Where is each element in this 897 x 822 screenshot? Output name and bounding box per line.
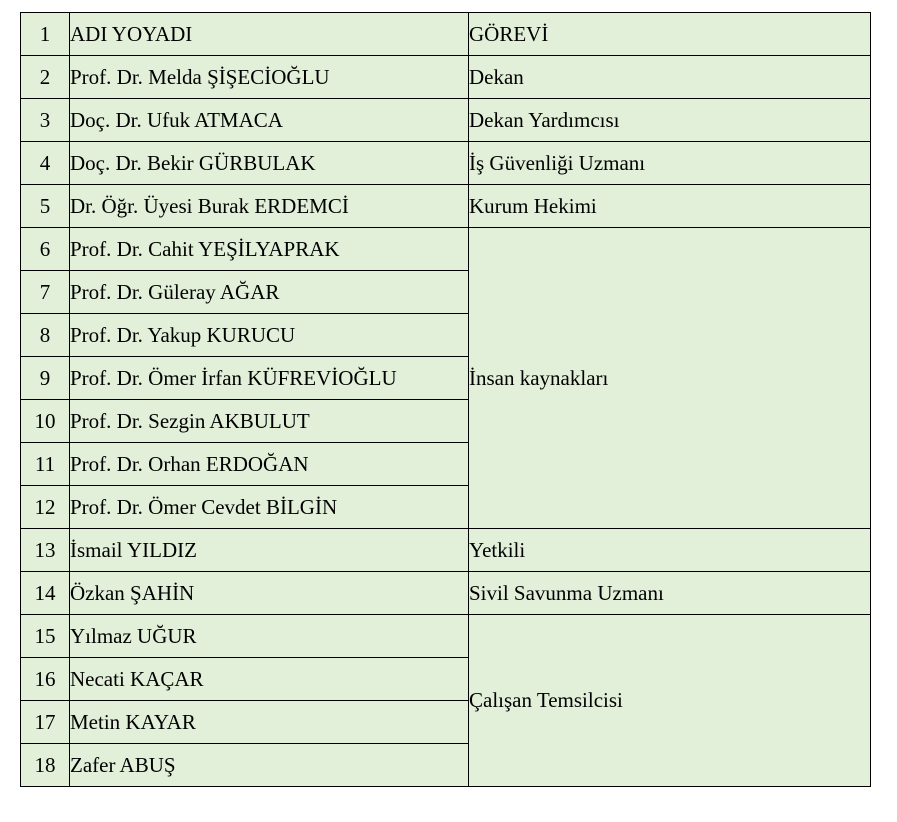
duty-cell: Sivil Savunma Uzmanı xyxy=(469,572,871,615)
row-number: 5 xyxy=(21,185,70,228)
duty-cell-merged: Çalışan Temsilcisi xyxy=(469,615,871,787)
table-row xyxy=(21,529,871,572)
row-number: 10 xyxy=(21,400,70,443)
person-name: Prof. Dr. Sezgin AKBULUT xyxy=(70,400,469,443)
duty-cell: İş Güvenliği Uzmanı xyxy=(469,142,871,185)
row-number: 11 xyxy=(21,443,70,486)
row-number: 3 xyxy=(21,99,70,142)
table-header-row xyxy=(21,13,871,56)
table-row xyxy=(21,142,871,185)
person-name: Özkan ŞAHİN xyxy=(70,572,469,615)
table-row xyxy=(21,99,871,142)
table-row xyxy=(21,572,871,615)
duty-cell: Dekan xyxy=(469,56,871,99)
person-name: Metin KAYAR xyxy=(70,701,469,744)
person-name: Dr. Öğr. Üyesi Burak ERDEMCİ xyxy=(70,185,469,228)
person-name: Prof. Dr. Orhan ERDOĞAN xyxy=(70,443,469,486)
row-number: 16 xyxy=(21,658,70,701)
row-number: 8 xyxy=(21,314,70,357)
person-name: Prof. Dr. Ömer İrfan KÜFREVİOĞLU xyxy=(70,357,469,400)
row-number: 18 xyxy=(21,744,70,787)
duty-cell-merged: İnsan kaynakları xyxy=(469,228,871,529)
row-number: 15 xyxy=(21,615,70,658)
duty-cell: Kurum Hekimi xyxy=(469,185,871,228)
row-number: 4 xyxy=(21,142,70,185)
column-header-name: ADI YOYADI xyxy=(70,13,469,56)
column-header-duty: GÖREVİ xyxy=(469,13,871,56)
person-name: İsmail YILDIZ xyxy=(70,529,469,572)
person-name: Prof. Dr. Cahit YEŞİLYAPRAK xyxy=(70,228,469,271)
duty-cell: Yetkili xyxy=(469,529,871,572)
person-name: Doç. Dr. Ufuk ATMACA xyxy=(70,99,469,142)
row-number: 1 xyxy=(21,13,70,56)
person-name: Prof. Dr. Güleray AĞAR xyxy=(70,271,469,314)
duty-cell: Dekan Yardımcısı xyxy=(469,99,871,142)
staff-table xyxy=(20,12,871,787)
person-name: Prof. Dr. Melda ŞİŞECİOĞLU xyxy=(70,56,469,99)
person-name: Yılmaz UĞUR xyxy=(70,615,469,658)
table-row xyxy=(21,228,871,271)
row-number: 6 xyxy=(21,228,70,271)
row-number: 14 xyxy=(21,572,70,615)
row-number: 2 xyxy=(21,56,70,99)
person-name: Prof. Dr. Yakup KURUCU xyxy=(70,314,469,357)
table-row xyxy=(21,615,871,658)
person-name: Prof. Dr. Ömer Cevdet BİLGİN xyxy=(70,486,469,529)
row-number: 12 xyxy=(21,486,70,529)
table-row xyxy=(21,185,871,228)
row-number: 17 xyxy=(21,701,70,744)
row-number: 13 xyxy=(21,529,70,572)
row-number: 9 xyxy=(21,357,70,400)
table-row xyxy=(21,56,871,99)
person-name: Doç. Dr. Bekir GÜRBULAK xyxy=(70,142,469,185)
row-number: 7 xyxy=(21,271,70,314)
person-name: Zafer ABUŞ xyxy=(70,744,469,787)
person-name: Necati KAÇAR xyxy=(70,658,469,701)
